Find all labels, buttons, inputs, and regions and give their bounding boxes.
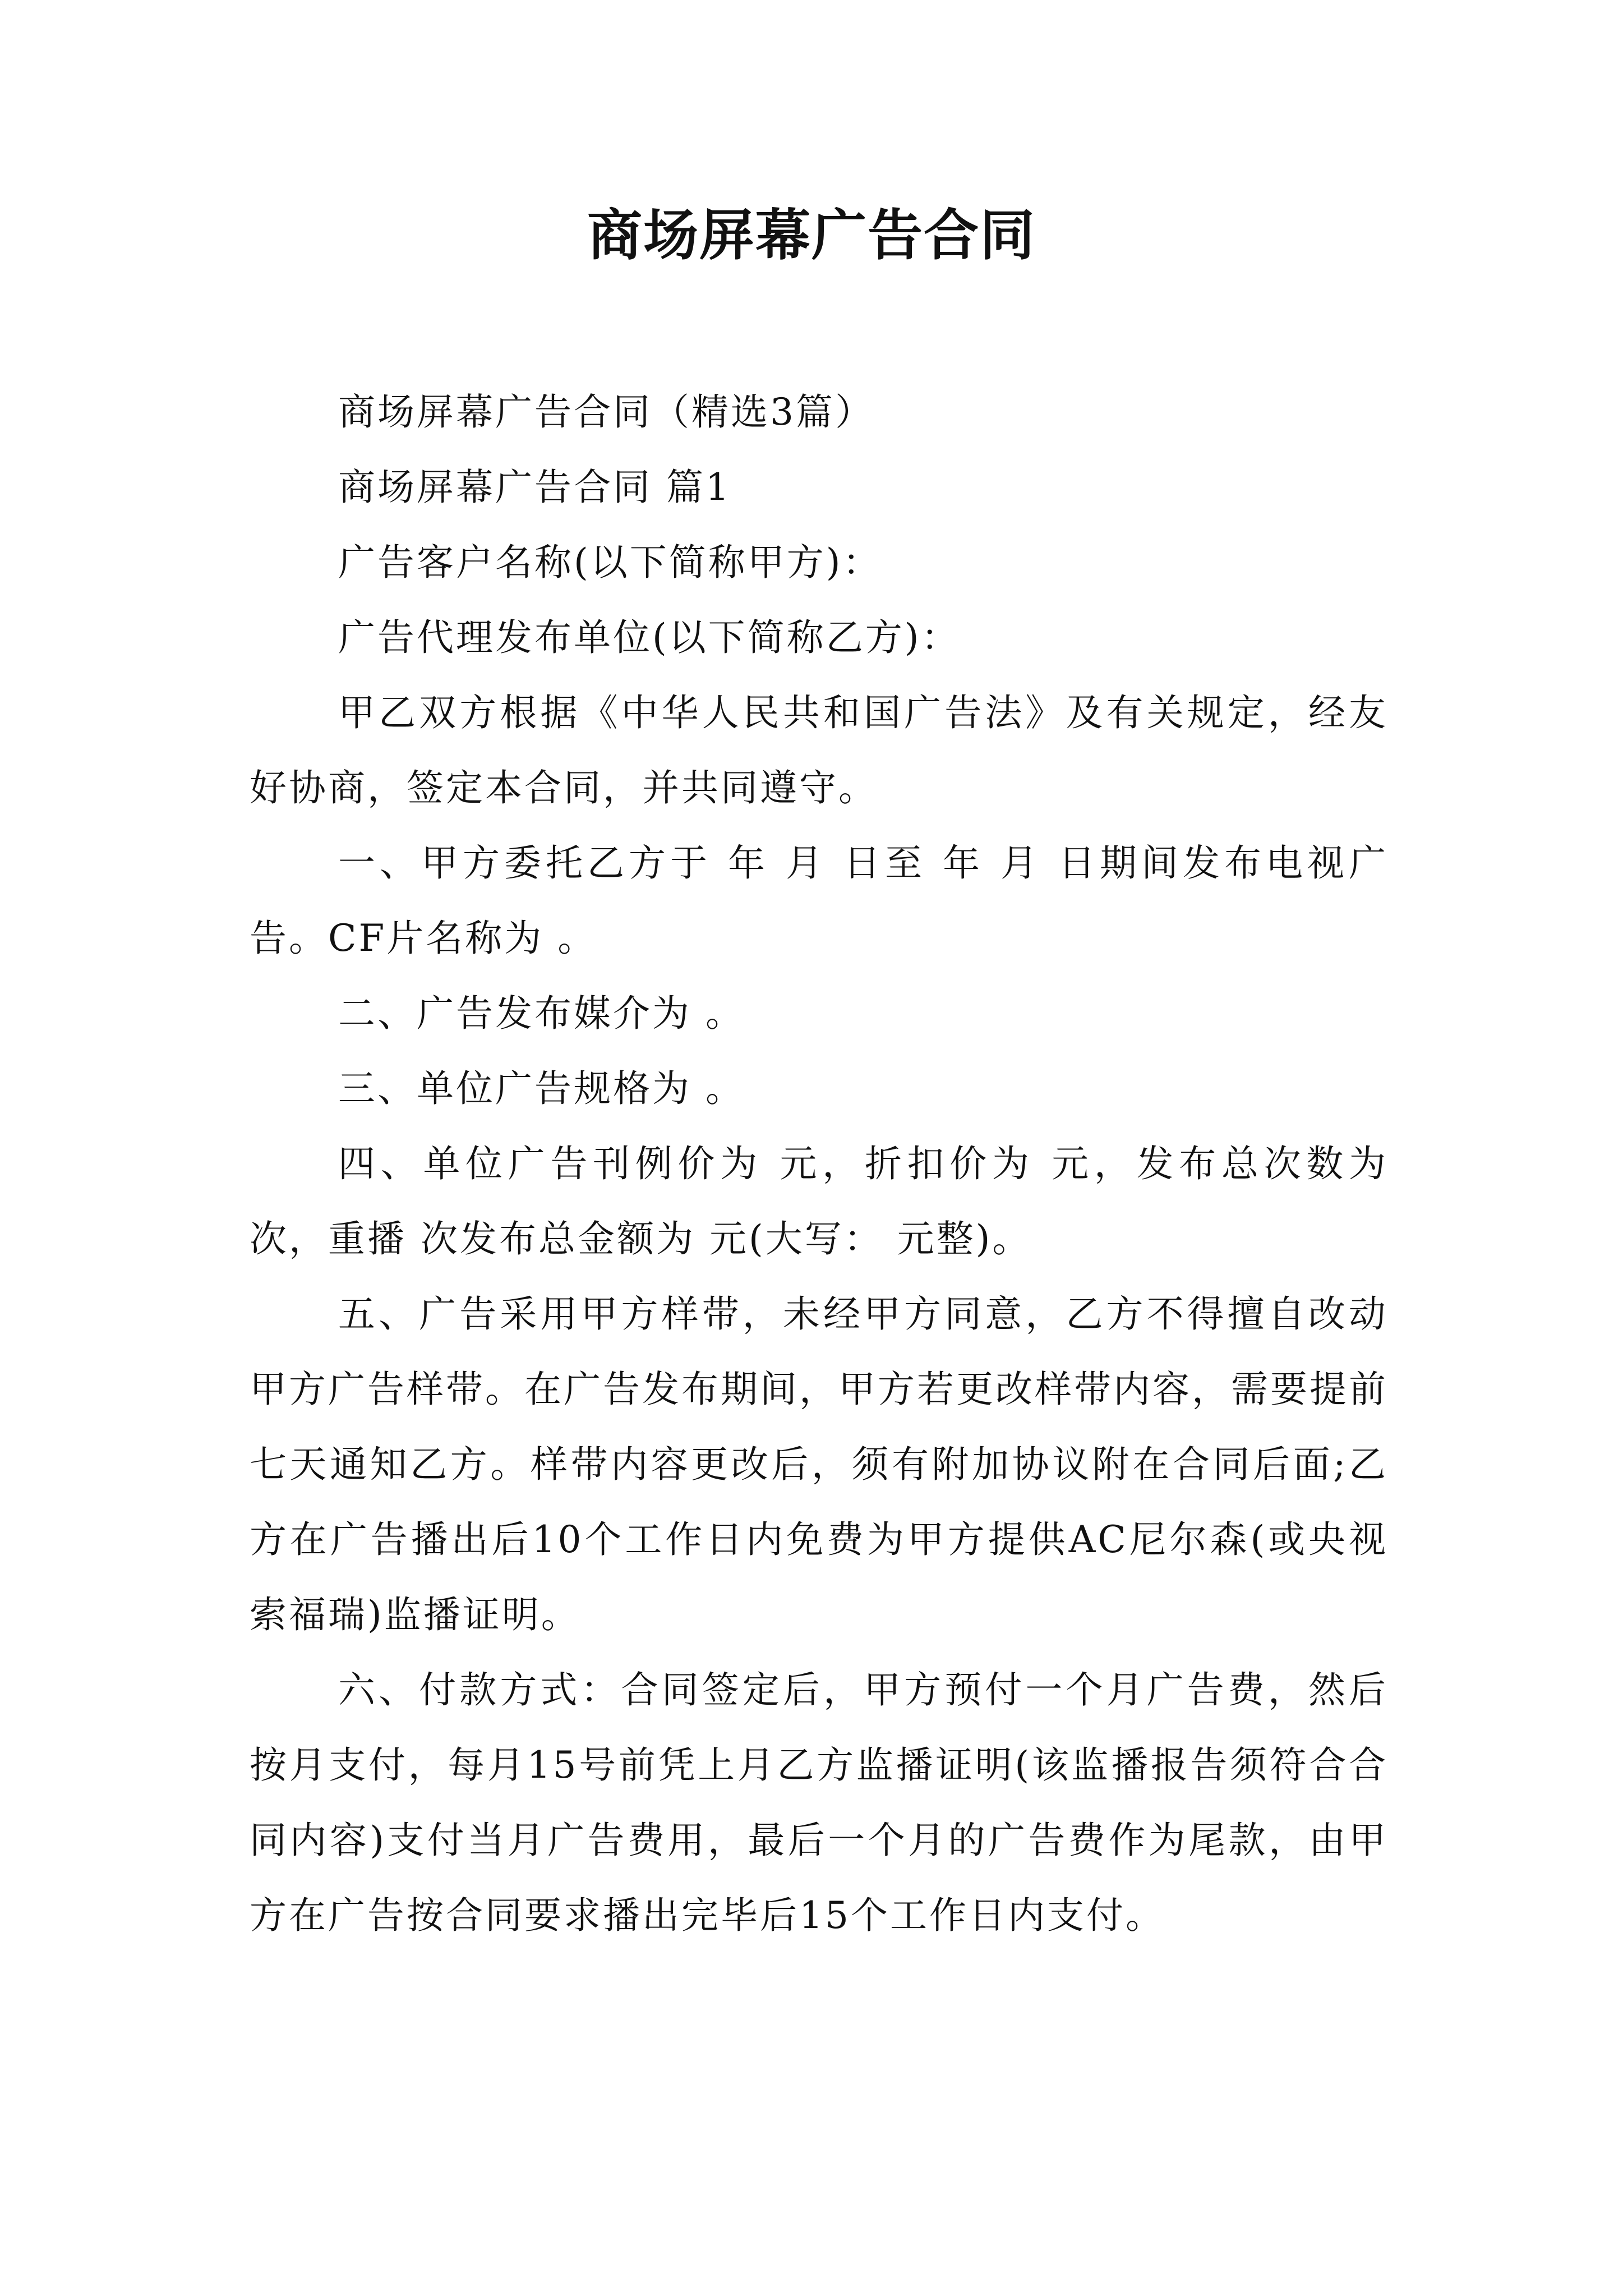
paragraph-clause-5: 五、广告采用甲方样带，未经甲方同意，乙方不得擅自改动甲方广告样带。在广告发布期间，甲方若更改样带内容，需要提前七天通知乙方。样带内容更改后，须有附加协议附在合同后面;乙方在广告播出后10个工作日内免费为甲方提供AC尼尔森(或央视索福瑞)监播证明。 [250,1292,1388,1636]
paragraph-clause-3: 三、单位广告规格为 。 [338,1067,745,1110]
paragraph-section-heading: 商场屏幕广告合同 篇1 [338,466,731,509]
document-body [250,375,1388,1953]
paragraph-subtitle: 商场屏幕广告合同（精选3篇） [338,390,874,434]
paragraph-party-b: 广告代理发布单位(以下简称乙方)： [338,616,961,659]
paragraph-clause-4: 四、单位广告刊例价为 元，折扣价为 元，发布总次数为 次，重播 次发布总金额为 元(大写： 元整)。 [250,1142,1388,1260]
paragraph-clause-6: 六、付款方式：合同签定后，甲方预付一个月广告费，然后按月支付，每月15号前凭上月乙方监播证明(该监播报告须符合合同内容)支付当月广告费用，最后一个月的广告费作为尾款，由甲方在广告按合同要求播出完毕后15个工作日内支付。 [250,1668,1388,1937]
document-title: 商场屏幕广告合同 [587,203,1036,268]
paragraph-clause-1: 一、甲方委托乙方于 年 月 日至 年 月 日期间发布电视广告。CF片名称为 。 [250,841,1388,960]
paragraph-clause-2: 二、广告发布媒介为 。 [338,992,745,1035]
paragraph-party-a: 广告客户名称(以下简称甲方)： [338,541,882,584]
paragraph-preamble: 甲乙双方根据《中华人民共和国广告法》及有关规定，经友好协商，签定本合同，并共同遵守。 [250,691,1388,809]
